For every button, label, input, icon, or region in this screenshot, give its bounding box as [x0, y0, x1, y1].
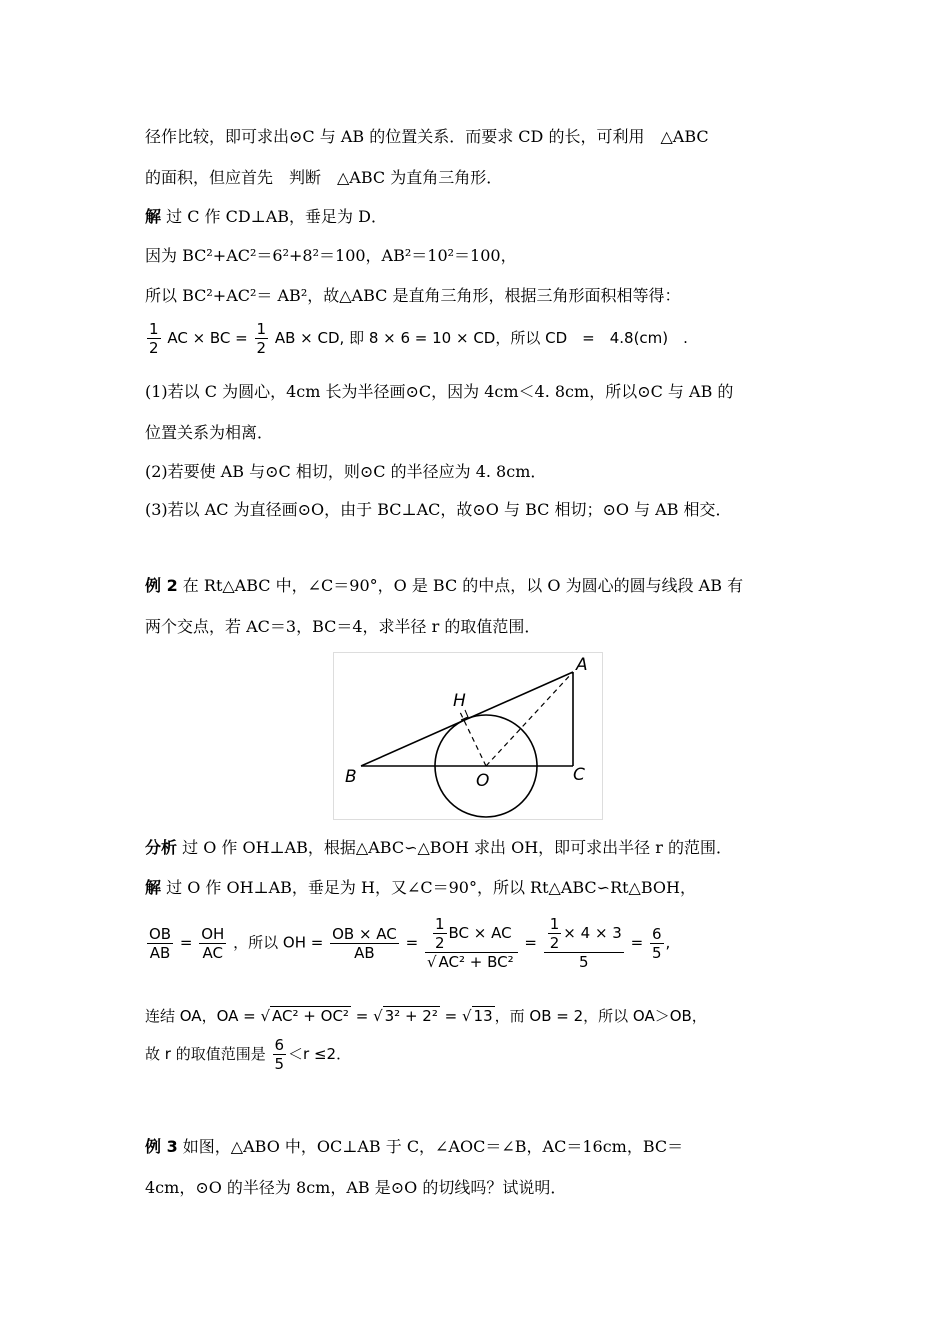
text-line-14: [145, 876, 696, 900]
text-content: 过 O 作 OH⊥AB，垂足为 H，又∠C＝90°，所以 Rt△ABC∽Rt△BOH，: [161, 878, 696, 897]
fraction-half-inner-2: $\frac{1}{2}$: [549, 915, 560, 952]
formula-line-oh: $\frac{OB}{AB}$ = $\frac{OH}{AC}$ ，所以 OH = $\frac{OB \times AC}{AB}$ = $\frac{1}{2}$ BC × AC √ AC² + BC² = $\frac{1}{2}$ × 4 × 3 5 = $\frac{6}{5}$ ,: [149, 915, 671, 971]
fraction-six-fifths: $\frac{6}{5}$: [651, 924, 662, 962]
fraction-obac-ab: $\frac{OB \times AC}{AB}$: [332, 924, 397, 962]
formula-line-range: [145, 1036, 351, 1073]
fraction-big: $\frac{1}{2}$ BC × AC √ AC² + BC²: [425, 915, 518, 971]
fraction-half: $\frac{1}{2}$: [149, 320, 159, 357]
formula-part: ，所以 OH =: [233, 933, 324, 952]
text-line-10: (3)若以 AC 为直径画⊙O，由于 BC⊥AC，故⊙O 与 BC 相切；⊙O 与 AB 相交．: [145, 500, 732, 519]
text-line-5: 所以 BC²+AC²＝ AB²，故△ABC 是直角三角形，根据三角形面积相等得：: [145, 286, 681, 305]
text-line-4: 因为 BC²+AC²＝6²+8²＝100，AB²＝10²＝100，: [145, 246, 517, 265]
text-line-8: 位置关系为相离．: [145, 423, 274, 442]
formula-line-oa: 连结 OA，OA = √ AC² + OC² = √ 3² + 2² = √ 13 ，而 OB = 2，所以 OA＞OB，: [145, 1007, 707, 1025]
label-a: A: [576, 655, 588, 675]
fraction-half-2: $\frac{1}{2}$: [256, 320, 267, 357]
text-line-1: 径作比较，即可求出⊙C 与 AB 的位置关系．而要求 CD 的长，可利用 △ABC: [145, 127, 709, 146]
label-o: O: [476, 771, 490, 791]
segment-oa-dashed: [486, 672, 573, 766]
text-line-13: [145, 836, 732, 860]
text-line-2: 的面积，但应首先 判断 △ABC 为直角三角形．: [145, 168, 503, 187]
text-content: 如图，△ABO 中，OC⊥AB 于 C，∠AOC＝∠B，AC＝16cm，BC＝: [177, 1137, 684, 1156]
formula-part: ＜r ≤2．: [288, 1045, 352, 1063]
geometry-figure: [333, 652, 603, 820]
text-line-11: [145, 574, 743, 598]
text-content: 过 O 作 OH⊥AB，根据△ABC∽△BOH 求出 OH，即可求出半径 r 的范围．: [177, 838, 732, 857]
fraction-half-inner: $\frac{1}{2}$: [434, 915, 445, 952]
label-b: B: [345, 767, 357, 787]
text-line-9: (2)若要使 AB 与⊙C 相切，则⊙C 的半径应为 4. 8cm．: [145, 462, 547, 481]
segment-ba: [361, 672, 573, 766]
text-line-19: 4cm，⊙O 的半径为 8cm，AB 是⊙O 的切线吗？试说明．: [145, 1178, 567, 1197]
text-line-18: [145, 1135, 683, 1159]
text-line-3: [145, 205, 387, 229]
text-content: 在 Rt△ABC 中，∠C＝90°，O 是 BC 的中点，以 O 为圆心的圆与线段 AB 有: [177, 576, 744, 595]
formula-part: ，而 OB = 2，所以 OA＞OB，: [494, 1007, 707, 1025]
text-line-7: (1)若以 C 为圆心，4cm 长为半径画⊙C，因为 4cm＜4. 8cm，所以⊙C 与 AB 的: [145, 382, 734, 401]
formula-part: AC × BC =: [167, 329, 248, 347]
sqrt-acoc: AC² + OC²: [272, 1007, 349, 1025]
formula-line-area: [145, 320, 688, 357]
analysis-tag: 分析: [145, 838, 178, 857]
sqrt-13: 13: [473, 1007, 493, 1025]
label-c: C: [573, 765, 585, 785]
text-content: 过 C 作 CD⊥AB，垂足为 D．: [161, 207, 387, 226]
fraction-ob-ab: $\frac{OB}{AB}$: [149, 924, 172, 962]
example-tag: 例 2: [145, 576, 178, 595]
sqrt-3222: 3² + 2²: [384, 1007, 438, 1025]
example-tag-3: 例 3: [145, 1137, 178, 1156]
fraction-numeric: $\frac{1}{2}$ × 4 × 3 5: [544, 915, 624, 971]
fraction-oh-ac: $\frac{OH}{AC}$: [201, 924, 225, 962]
text-line-12: 两个交点，若 AC＝3，BC＝4，求半径 r 的取值范围．: [145, 617, 541, 636]
solution-tag-2: 解: [145, 878, 162, 897]
formula-part: 连结 OA，OA =: [145, 1007, 256, 1025]
solution-tag: 解: [145, 207, 162, 226]
formula-part: 故 r 的取值范围是: [145, 1045, 266, 1063]
label-h: H: [453, 691, 466, 711]
formula-part: AB × CD, 即 8 × 6 = 10 × CD，所以 CD = 4.8(cm) .: [274, 329, 688, 347]
fraction-six-fifths-2: $\frac{6}{5}$: [274, 1036, 285, 1073]
